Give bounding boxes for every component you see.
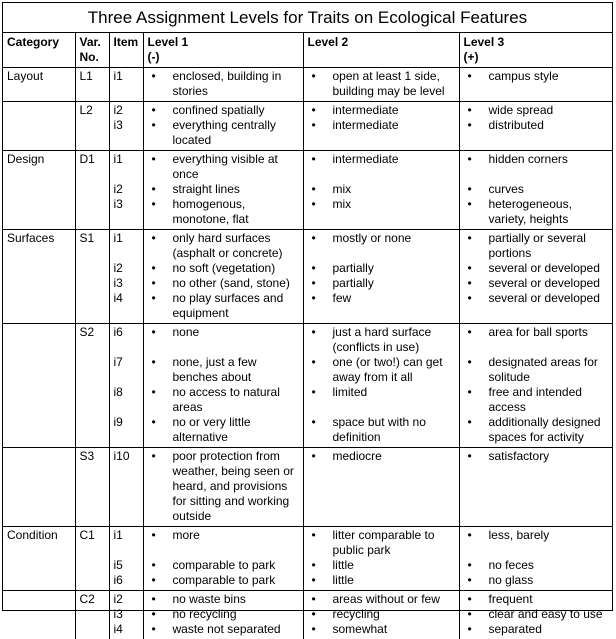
item-cell (110, 68, 143, 86)
category-cell: Condition (3, 527, 75, 545)
level3-entry: • campus style (464, 69, 609, 84)
item-cell (110, 151, 143, 214)
table-row-D1 (3, 151, 612, 230)
level3-entry: • frequent (464, 592, 609, 607)
item-cell (110, 230, 143, 308)
level3-entry: • hidden corners (464, 152, 609, 167)
level3-entry: • additionally designed spaces for activity (464, 415, 609, 445)
level1-entry: • confined spatially (148, 103, 299, 118)
item-cell (110, 527, 143, 590)
header-level1 (144, 33, 303, 67)
level3-entry: • several or developed (464, 276, 609, 291)
spacer (114, 370, 139, 385)
table-row-S1 (3, 230, 612, 324)
category-cell (3, 102, 75, 105)
table-row-C2 (3, 591, 612, 639)
category-cell: Layout (3, 68, 75, 86)
header-category: Category (3, 33, 75, 52)
level1-cell (144, 591, 303, 639)
level3-entry: • less, barely (464, 528, 609, 543)
level3-entry: • designated areas for solitude (464, 355, 609, 385)
level2-entry: • mostly or none (308, 231, 455, 246)
header-no-label: No. (80, 50, 105, 65)
level1-entry: • no recycling (148, 607, 299, 622)
level3-cell (460, 68, 613, 86)
level1-cell (144, 527, 303, 590)
level1-entry: • no waste bins (148, 592, 299, 607)
level1-cell (144, 230, 303, 323)
spacer (114, 400, 139, 415)
header-level3 (460, 33, 613, 67)
level1-entry: • only hard surfaces (asphalt or concrete) (148, 231, 299, 261)
spacer (114, 167, 139, 182)
level1-entry: • everything visible at once (148, 152, 299, 182)
level3-entry: • satisfactory (464, 449, 609, 464)
spacer (114, 543, 139, 558)
item-label: i2 (114, 261, 139, 276)
item-cell (110, 102, 143, 135)
header-item: Item (110, 33, 143, 52)
item-label: i3 (114, 197, 139, 212)
item-label: i4 (114, 291, 139, 306)
spacer (148, 543, 299, 558)
item-label: i6 (114, 325, 139, 340)
level1-entry: • none, just a few benches about (148, 355, 299, 385)
item-label: i2 (114, 103, 139, 118)
level3-entry: • curves (464, 182, 609, 197)
level3-entry: • heterogeneous, variety, heights (464, 197, 609, 227)
level1-entry: • homogenous, monotone, flat (148, 197, 299, 227)
spacer (308, 167, 455, 182)
item-label: i7 (114, 355, 139, 370)
level1-entry: • no other (sand, stone) (148, 276, 299, 291)
var-cell: C1 (76, 527, 109, 545)
level3-cell (460, 591, 613, 639)
header-var-no (76, 33, 109, 67)
level2-cell (304, 68, 459, 101)
level2-cell (304, 591, 459, 639)
table-row-S2 (3, 324, 612, 448)
level2-entry: • intermediate (308, 152, 455, 167)
level3-entry: • area for ball sports (464, 325, 609, 340)
item-label: i3 (114, 118, 139, 133)
level1-cell (144, 448, 303, 526)
var-cell: L1 (76, 68, 109, 86)
level2-entry: • somewhat (308, 622, 455, 637)
level3-entry: • distributed (464, 118, 609, 133)
item-cell (110, 591, 143, 639)
table-row-L1 (3, 68, 612, 102)
level2-entry: • limited (308, 385, 455, 400)
traits-table (3, 33, 612, 639)
level2-entry: • space but with no definition (308, 415, 455, 445)
spacer (148, 340, 299, 355)
level2-entry: • intermediate (308, 103, 455, 118)
spacer (114, 340, 139, 355)
level1-cell (144, 102, 303, 150)
level1-entry: • straight lines (148, 182, 299, 197)
category-cell (3, 448, 75, 451)
header-level3-label: Level 3 (464, 35, 609, 50)
table-title: Three Assignment Levels for Traits on Ecological Features (3, 8, 612, 28)
category-cell (3, 591, 75, 594)
item-label: i3 (114, 607, 139, 622)
level3-entry: • several or developed (464, 261, 609, 276)
level3-cell (460, 448, 613, 466)
level2-cell (304, 102, 459, 135)
level1-cell (144, 324, 303, 447)
item-cell (110, 324, 143, 432)
level2-entry: • open at least 1 side, building may be level (308, 69, 455, 99)
level1-cell (144, 151, 303, 229)
level3-entry: • wide spread (464, 103, 609, 118)
level3-cell (460, 324, 613, 447)
item-label: i10 (114, 449, 139, 464)
level2-cell (304, 230, 459, 308)
level2-entry: • recycling (308, 607, 455, 622)
level1-entry: • no play surfaces and equipment (148, 291, 299, 321)
level3-cell (460, 527, 613, 590)
item-cell (110, 448, 143, 466)
level2-entry: • partially (308, 261, 455, 276)
spacer (114, 246, 139, 261)
item-label: i3 (114, 276, 139, 291)
level1-entry: • waste not separated (148, 622, 299, 637)
spacer (464, 167, 609, 182)
header-level1-sign: (-) (148, 50, 299, 65)
item-label: i1 (114, 69, 139, 84)
level2-entry: • mix (308, 197, 455, 212)
level2-entry: • partially (308, 276, 455, 291)
level2-cell (304, 151, 459, 214)
item-label: i2 (114, 592, 139, 607)
table-row-C1 (3, 527, 612, 591)
level1-entry: • more (148, 528, 299, 543)
level2-entry: • mediocre (308, 449, 455, 464)
category-cell: Design (3, 151, 75, 169)
level2-entry: • one (or two!) can get away from it all (308, 355, 455, 385)
level2-entry: • little (308, 573, 455, 588)
level3-entry: • no glass (464, 573, 609, 588)
level1-entry: • everything centrally located (148, 118, 299, 148)
level2-cell (304, 527, 459, 590)
spacer (464, 543, 609, 558)
level3-entry: • free and intended access (464, 385, 609, 415)
table-frame (2, 2, 613, 611)
level2-entry: • litter comparable to public park (308, 528, 455, 558)
category-cell (3, 324, 75, 327)
spacer (308, 246, 455, 261)
level3-cell (460, 102, 613, 135)
var-cell: S2 (76, 324, 109, 342)
level1-entry: • none (148, 325, 299, 340)
category-cell: Surfaces (3, 230, 75, 248)
item-label: i1 (114, 152, 139, 167)
var-cell: D1 (76, 151, 109, 169)
level1-entry: • comparable to park (148, 573, 299, 588)
level3-entry: • separated (464, 622, 609, 637)
item-label: i8 (114, 385, 139, 400)
level1-entry: • no access to natural areas (148, 385, 299, 415)
level3-cell (460, 230, 613, 308)
header-level1-label: Level 1 (148, 35, 299, 50)
level2-entry: • areas without or few (308, 592, 455, 607)
level3-entry: • no feces (464, 558, 609, 573)
item-label: i1 (114, 528, 139, 543)
item-label: i5 (114, 558, 139, 573)
spacer (464, 340, 609, 355)
level3-cell (460, 151, 613, 229)
level1-cell (144, 68, 303, 101)
var-cell: S1 (76, 230, 109, 248)
header-level3-sign: (+) (464, 50, 609, 65)
level2-entry: • few (308, 291, 455, 306)
level1-entry: • comparable to park (148, 558, 299, 573)
level2-cell (304, 324, 459, 447)
var-cell: L2 (76, 102, 109, 120)
header-row (3, 33, 612, 68)
level2-entry: • just a hard surface (conflicts in use) (308, 325, 455, 355)
var-cell: C2 (76, 591, 109, 609)
var-cell: S3 (76, 448, 109, 466)
level1-entry: • no soft (vegetation) (148, 261, 299, 276)
item-label: i9 (114, 415, 139, 430)
level1-entry: • enclosed, building in stories (148, 69, 299, 99)
level2-entry: • mix (308, 182, 455, 197)
level2-entry: • intermediate (308, 118, 455, 133)
item-label: i1 (114, 231, 139, 246)
spacer (308, 400, 455, 415)
level2-cell (304, 448, 459, 466)
level3-entry: • partially or several portions (464, 231, 609, 261)
header-level2: Level 2 (304, 33, 459, 52)
header-var-label: Var. (80, 35, 105, 50)
item-label: i6 (114, 573, 139, 588)
level2-entry: • little (308, 558, 455, 573)
item-label: i2 (114, 182, 139, 197)
level3-entry: • several or developed (464, 291, 609, 306)
table-row-S3 (3, 448, 612, 527)
item-label: i4 (114, 622, 139, 637)
table-row-L2 (3, 102, 612, 151)
level1-entry: • poor protection from weather, being seen or heard, and provisions for sitting and working outside (148, 449, 299, 524)
level1-entry: • no or very little alternative (148, 415, 299, 445)
level3-entry: • clear and easy to use (464, 607, 609, 622)
